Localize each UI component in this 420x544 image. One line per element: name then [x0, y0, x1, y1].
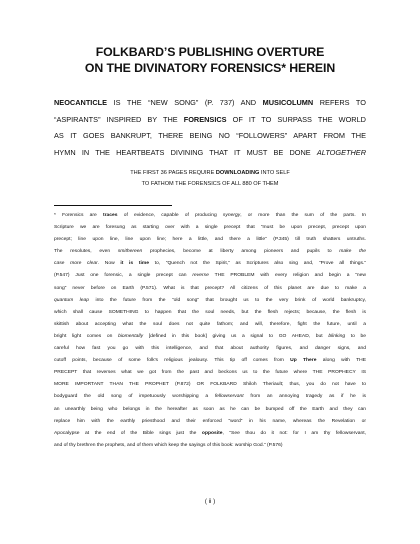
footnote-line: an unearthly being who belongs in the hereafter as soon as he can be bumped off the Earth and they can	[54, 406, 366, 412]
footnote-line: replace him with the earthly priesthood and their enforced “word” in his name, whereas the Revelation or	[54, 418, 366, 424]
intro-line: AS IT GOES BANKRUPT, THERE BEING NO “FOLLOWERS” APART FROM THE	[54, 131, 366, 141]
footnote	[54, 210, 366, 452]
page-number: ( ii )	[204, 498, 216, 505]
footnote-line: PRECEPT that reverses what we got from the past and beckons us to the future where THE PROPHECY IS	[54, 370, 366, 376]
footnote-line: (P.547) Just one forensic, a single precept can reverse THE PROBLEM with every religion and begin a “new	[54, 273, 366, 279]
title-line-2: ON THE DIVINATORY FORENSICS* HEREIN	[84, 61, 336, 75]
intro-paragraph	[54, 95, 366, 161]
footnote-line: and of thy brethren the prophets, and of them which keep the sayings of this book: worship God.” (P.576)	[54, 442, 283, 448]
title-line-1: FOLKBARD’S PUBLISHING OVERTURE	[95, 45, 325, 59]
intro-line: “ASPIRANTS” INSPIRED BY THE FORENSICS OF IT TO SURPASS THE WORLD	[54, 114, 366, 124]
footnote-line: Scripture we are foresung as starting over with a single precept that “must be upon precept, precept upon	[54, 225, 366, 231]
footnote-line: bodyguard the old song of impetuously worshipping a fellowservant from an annoying tragedy as if he is	[54, 394, 367, 400]
footnote-line: quantum leap into the future from the “old song” that brought us to the very brink of world bankruptcy,	[54, 297, 366, 303]
footnote-line: The resolutes, even smithereen prophecies, become at liberty among pioneers and pupils to make the	[54, 249, 366, 255]
footnote-line: bright light comes on biomentally [defined in this book] giving us a signal to GO AHEAD, but blinking to be	[54, 333, 367, 339]
footnote-line: careful how fast you go with this intelligence, and that about authority figures, and danger signs, and	[54, 346, 366, 352]
footnote-line: song” never before on Earth (P.571). What is that precept? All citizens of this planet are due to make a	[54, 285, 366, 291]
footnote-line: cutoff points, because of some folk’s religious jealousy. This tip off comes from Up There along with THE	[54, 358, 366, 364]
term-forensics: FORENSICS	[183, 114, 227, 124]
footnote-line: * Forensics are traces of evidence, capable of producing synergy, or more than the sum of the parts. In	[54, 213, 366, 218]
footnote-line: MORE IMPORTANT THAN THE PROPHET (P.872) OR FOLKBARD Shiloh Theriault; thus, you do not have to	[54, 382, 366, 388]
term-altogether: ALTOGETHER	[316, 147, 366, 157]
download-note	[60, 168, 360, 190]
intro-line: NEOCANTICLE IS THE “NEW SONG” (P. 737) AND MUSICOLUMN REFERS TO	[54, 98, 366, 107]
footnote-divider	[54, 205, 172, 206]
page-title	[40, 44, 380, 76]
download-note-line-1: THE FIRST 36 PAGES REQUIRE DOWNLOADING INTO SELF	[130, 170, 290, 176]
footnote-line: skittish about accepting what the soul does not quite fathom; and will, therefore, fight the future, until a	[54, 321, 366, 327]
footnote-line: Apocalypse at the end of the Bible sings just the opposite, “See thou do it not: for I am thy fellowservant,	[54, 430, 367, 436]
footnote-line: which shall cause SOMETHING to happen that the soul needs, but the flesh rejects; because, the flesh is	[54, 309, 366, 315]
footnote-line: case more clear. Now it is time to, “Quench not the Spirit,” as Scriptures also sing and, “Prove all things.”	[54, 261, 367, 267]
download-note-line-2: TO FATHOM THE FORENSICS OF ALL 880 OF THEM	[141, 181, 279, 187]
footnote-line: precept; line upon line, line upon line; here a little, and there a little” (P.345) till truth shatters untruths.	[54, 237, 366, 243]
intro-line: HYMN IN THE HEARTBEATS DIVINING THAT IT MUST BE DONE ALTOGETHER	[54, 147, 366, 157]
term-musicolumn: MUSICOLUMN	[262, 98, 314, 107]
term-neocanticle: NEOCANTICLE	[54, 98, 108, 107]
